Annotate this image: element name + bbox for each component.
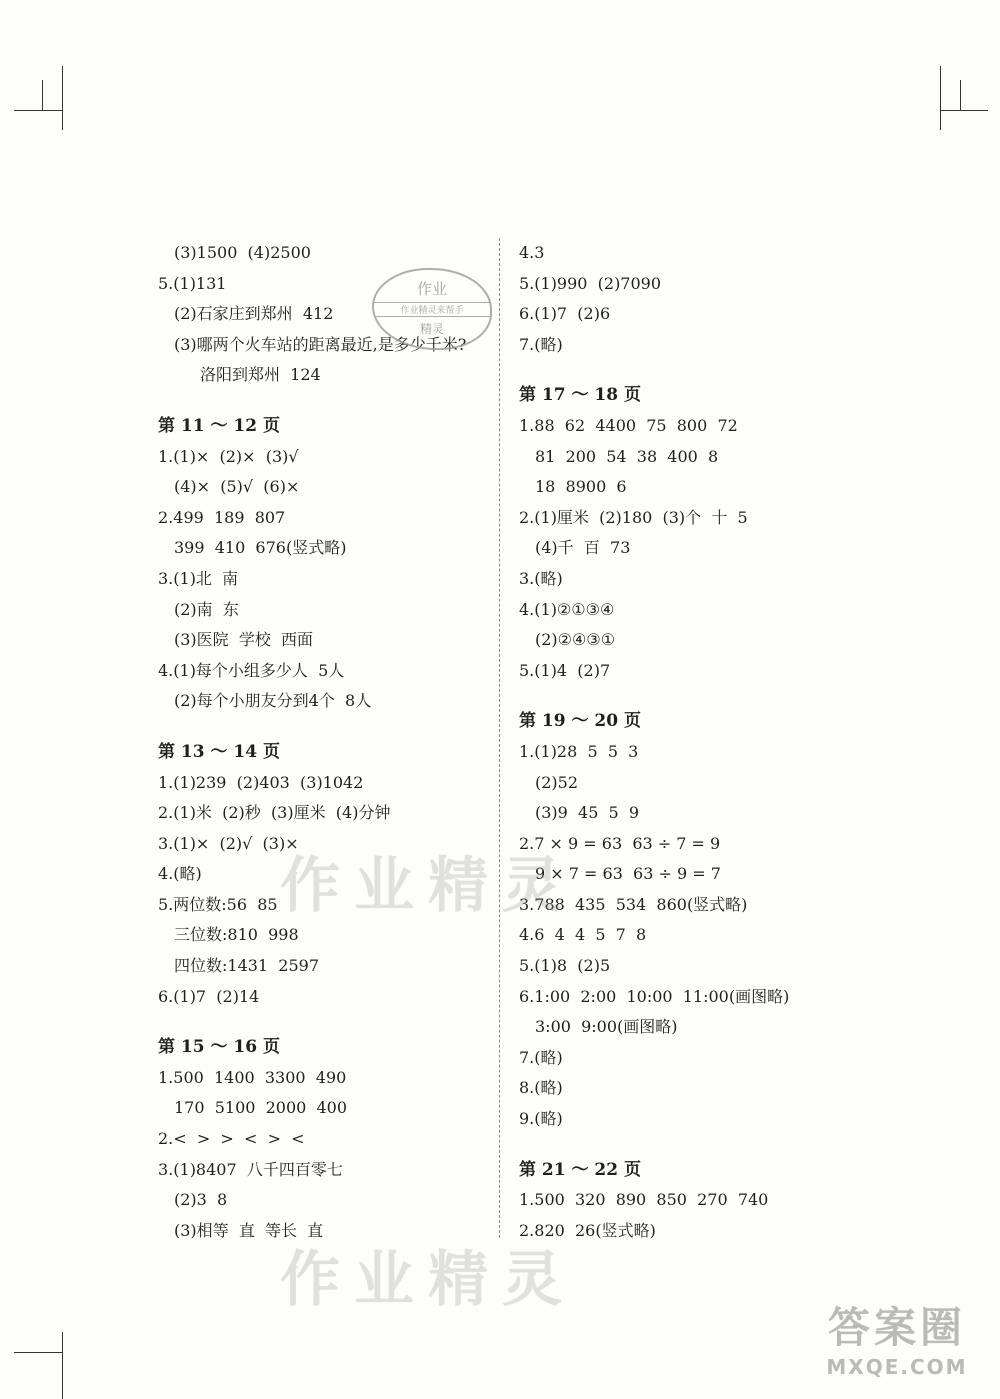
answer-line: (3)1500 (4)2500	[174, 243, 311, 262]
answer-line: 7.(略)	[519, 1047, 563, 1067]
crop-mark-top-left-v2	[42, 80, 43, 110]
answer-line: 5.(1)990 (2)7090	[519, 273, 662, 293]
answer-line: 5.两位数:56 85	[158, 894, 278, 914]
section-gap	[158, 1012, 488, 1032]
answer-line: 3.(1)× (2)√ (3)×	[158, 833, 299, 853]
answer-line: 3.(1)8407 八千四百零七	[158, 1159, 343, 1179]
answer-line: 3.(1)北 南	[158, 568, 239, 588]
answer-line: 18 8900 6	[535, 477, 627, 497]
answer-line: 2.(1)厘米 (2)180 (3)个 十 5	[519, 507, 748, 527]
answer-line: 1.(1)28 5 5 3	[519, 741, 639, 761]
answer-line: 4.6 4 4 5 7 8	[519, 925, 647, 945]
answer-line: 1.(1)239 (2)403 (3)1042	[158, 772, 364, 792]
answer-line: 2.7 × 9 = 63 63 ÷ 7 = 9	[519, 833, 721, 853]
answer-line: (3)相等 直 等长 直	[174, 1220, 324, 1240]
section-gap	[519, 360, 849, 380]
answer-line: 洛阳到郑州 124	[200, 365, 321, 385]
answer-line: 4.3	[519, 243, 545, 262]
answer-line: 4.(1)每个小组多少人 5人	[158, 660, 345, 680]
stamp-line-1: 作业	[416, 280, 447, 298]
section-gap	[158, 717, 488, 737]
answer-line: 3:00 9:00(画图略)	[535, 1017, 678, 1037]
answer-line: 4.(1)②①③④	[519, 599, 615, 619]
stamp-line-3: 精灵	[419, 322, 444, 336]
section-heading: 第 15 ～ 16 页	[158, 1037, 280, 1058]
answer-line: (2)每个小朋友分到4个 8人	[174, 691, 372, 711]
answer-line: 6.(1)7 (2)14	[158, 986, 260, 1006]
answer-line: (2)②④③①	[535, 630, 616, 650]
section-gap	[519, 1135, 849, 1155]
answer-line: 2.< > > < > <	[158, 1129, 305, 1149]
answer-line: 7.(略)	[519, 334, 563, 354]
section-gap	[519, 686, 849, 706]
section-heading: 第 11 ～ 12 页	[158, 415, 280, 436]
answer-line: 1.500 320 890 850 270 740	[519, 1190, 769, 1210]
crop-mark-top-left-h	[14, 110, 62, 111]
answer-line: 3.(略)	[519, 568, 563, 588]
answer-column-right	[519, 238, 849, 1246]
answer-line: 四位数:1431 2597	[174, 956, 320, 976]
answer-line: 2.820 26(竖式略)	[519, 1220, 656, 1240]
section-heading: 第 21 ～ 22 页	[519, 1159, 641, 1180]
answer-line: 3.788 435 534 860(竖式略)	[519, 894, 748, 914]
answer-line: (4)千 百 73	[535, 538, 631, 558]
answer-line: (3)9 45 5 9	[535, 803, 640, 823]
answer-line: 4.(略)	[158, 864, 202, 884]
crop-mark-bottom-left-h	[14, 1352, 62, 1353]
crop-mark-top-right-v	[940, 66, 941, 130]
crop-mark-top-right-v2	[960, 80, 961, 110]
crop-mark-top-left-v	[62, 66, 63, 130]
answer-line: 1.500 1400 3300 490	[158, 1067, 347, 1087]
section-heading: 第 17 ～ 18 页	[519, 385, 641, 406]
answer-line: 399 410 676(竖式略)	[174, 538, 347, 558]
crop-mark-top-right-h	[940, 110, 988, 111]
answer-line: 9.(略)	[519, 1109, 563, 1129]
section-gap	[158, 391, 488, 411]
section-heading: 第 19 ～ 20 页	[519, 711, 641, 732]
crop-mark-bottom-left-v	[62, 1332, 63, 1399]
answer-line: 6.1:00 2:00 10:00 11:00(画图略)	[519, 986, 790, 1006]
answer-line: (4)× (5)√ (6)×	[174, 477, 300, 497]
answer-line: (2)3 8	[174, 1190, 228, 1210]
section-heading: 第 13 ～ 14 页	[158, 741, 280, 762]
answer-line: 5.(1)131	[158, 273, 227, 293]
answer-line: 81 200 54 38 400 8	[535, 446, 719, 466]
answer-line: 170 5100 2000 400	[174, 1098, 348, 1118]
answer-line: 5.(1)4 (2)7	[519, 660, 611, 680]
watermark-middle: 作业精灵	[280, 851, 576, 921]
answer-line: 8.(略)	[519, 1078, 563, 1098]
answer-line: (2)52	[535, 772, 579, 792]
answer-line: (3)医院 学校 西面	[174, 630, 314, 650]
answer-line: 2.499 189 807	[158, 507, 286, 527]
column-divider	[499, 238, 500, 1238]
answer-line: (2)南 东	[174, 599, 239, 619]
stamp-line-2: 作业精灵来帮手	[374, 302, 490, 317]
answer-line: 6.(1)7 (2)6	[519, 304, 611, 324]
corner-logo	[812, 1295, 982, 1385]
answer-line: 三位数:810 998	[174, 925, 299, 945]
answer-column-left	[158, 238, 488, 1246]
answer-line: (3)哪两个火车站的距离最近,是多少千米?	[174, 334, 467, 354]
answer-line: 1.88 62 4400 75 800 72	[519, 415, 738, 435]
answer-line: 5.(1)8 (2)5	[519, 956, 611, 976]
corner-logo-title: 答案圈	[827, 1303, 966, 1352]
corner-logo-url: MXQE.COM	[826, 1355, 968, 1379]
watermark-bottom: 作业精灵	[280, 1245, 576, 1315]
answer-line: 9 × 7 = 63 63 ÷ 9 = 7	[535, 864, 721, 884]
answer-line: (2)石家庄到郑州 412	[174, 304, 334, 324]
answer-line: 1.(1)× (2)× (3)√	[158, 446, 299, 466]
answer-line: 2.(1)米 (2)秒 (3)厘米 (4)分钟	[158, 803, 391, 823]
